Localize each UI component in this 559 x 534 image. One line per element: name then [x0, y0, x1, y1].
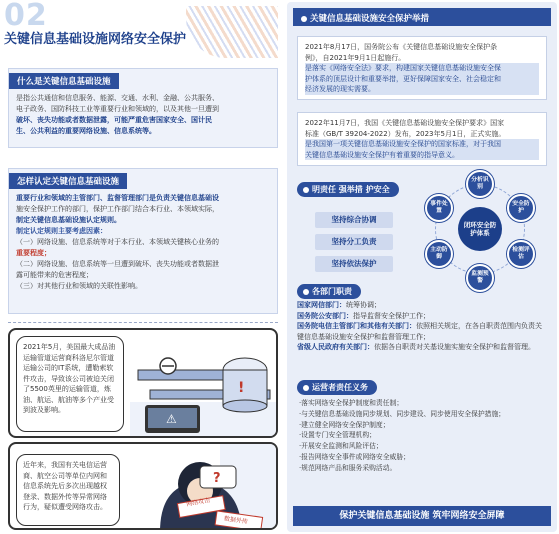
- pill-heading-duties: [297, 284, 361, 299]
- page-title: 关键信息基础设施网络安全保护: [4, 32, 187, 47]
- identification-heading: 怎样认定关键信息基础设施: [9, 173, 127, 189]
- comic-caption-2: 近年来，我国有关电信运营商、航空公司等单位内网和信息系统先后多次出现越权登录、数据外传等异常网络行为，疑似遭受网络攻击。: [16, 454, 120, 526]
- svg-text:!: !: [238, 380, 245, 396]
- divider: [8, 322, 278, 323]
- sign-data-leak: 数据外传: [223, 515, 249, 526]
- section-number: 02: [4, 0, 48, 33]
- svg-text:⚠: ⚠: [166, 412, 177, 426]
- pill-heading-obligations: [297, 380, 377, 395]
- identification-line: （三）对其他行业和领域的关联性影响。: [16, 282, 142, 290]
- obligation-item: ·开展安全监测和风险评估；: [299, 442, 383, 451]
- duty-what: 统筹协调；: [346, 301, 381, 309]
- obligation-item: ·与关键信息基础设施同步规划、同步建设、同步使用安全保护措施；: [299, 409, 506, 418]
- pill-heading-text: 运营者责任义务: [312, 383, 368, 392]
- regulation-line: 例》，自2021年9月1日起施行。: [305, 53, 406, 62]
- protection-hub: 闭环安全防护体系: [458, 207, 502, 251]
- cycle-node-analysis: 分析识别: [466, 170, 494, 198]
- regulation-line: 2021年8月17日，国务院公布《关键信息基础设施安全保护条: [305, 43, 498, 51]
- identification-body: [9, 189, 277, 296]
- definition-line: 电子政务、国防科技工业等重要行业和领域的，以及其他一旦遭到: [16, 105, 219, 113]
- identification-line: 重要程度；: [16, 249, 51, 257]
- identification-line: 制定认定规则主要考虑因素：: [16, 227, 107, 235]
- pill-heading-text: 明责任 强举措 护安全: [312, 185, 390, 194]
- standard-line: 2022年11月7日，我国《关键信息基础设施安全保护要求》国家: [305, 119, 505, 127]
- left-column: [4, 2, 280, 532]
- duty-who: 省级人民政府有关部门：: [297, 343, 374, 351]
- comic-panel-pipeline: [8, 328, 278, 438]
- identification-line: （二）网络设施、信息系统等一旦遭到破坏、丧失功能或者数据泄: [16, 260, 219, 268]
- obligation-item: ·落实网络安全保护制度和责任制；: [299, 399, 404, 407]
- bullet-icon: [303, 187, 309, 193]
- definition-line: 是指公共通信和信息服务、能源、交通、水利、金融、公共服务、: [16, 94, 219, 102]
- obligation-item: ·设置专门安全管理机构；: [299, 431, 376, 440]
- bullet-icon: [301, 16, 307, 22]
- measures-heading: [293, 8, 551, 26]
- cycle-node-warning: 监测预警: [466, 264, 494, 292]
- pill-heading-measures: [297, 182, 399, 197]
- identification-line: 露可能带来的危害程度；: [16, 271, 93, 279]
- regulation-card: [297, 36, 547, 100]
- identification-line: 制定关键信息基础设施认定规则。: [16, 216, 121, 224]
- duty-who: 国务院电信主管部门和其他有关部门：: [297, 322, 416, 330]
- comic-panel-attack: [8, 442, 278, 530]
- identification-box: [8, 168, 278, 314]
- regulation-line: 经济发展的现实需要。: [305, 84, 539, 95]
- comic-caption-1: 2021年5月，美国最大成品油运输管道运营商科洛尼尔管道运输公司的IT系统，遭勒索软件攻击，导致该公司被迫关闭了5500英里的运输管道，炼油、航运、航油等多个产业受到波及影响。: [16, 336, 124, 432]
- standard-line: 是我国第一项关键信息基础设施安全保护的国家标准，对于我国: [305, 139, 539, 150]
- obligation-item: ·报告网络安全事件或网络安全威胁；: [299, 452, 410, 461]
- cycle-node-assessment: 检测评估: [507, 240, 535, 268]
- right-column: [287, 2, 557, 532]
- duty-list: [297, 300, 547, 353]
- regulation-line: 护体系的顶层设计和重要举措，更好保障国家安全、社会稳定和: [305, 74, 539, 85]
- duty-who: 国家网信部门：: [297, 301, 346, 309]
- standard-line: 标准（GB/T 39204-2022）发布，2023年5月1日，正式实施。: [305, 129, 506, 138]
- cycle-node-protection: 安全防护: [507, 194, 535, 222]
- measures-heading-text: 关键信息基础设施安全保护举措: [310, 14, 430, 24]
- slogan-division: 坚持分工负责: [315, 234, 393, 250]
- duty-item: [297, 342, 547, 353]
- duty-what: 依照相关规定，在各自职责范围内负责关键信息基础设施安全保护和监督管理工作；: [297, 322, 542, 341]
- bullet-icon: [303, 385, 309, 391]
- definition-line: 破坏、丧失功能或者数据泄露，可能严重危害国家安全、国计民: [16, 116, 212, 124]
- bullet-icon: [303, 289, 309, 295]
- identification-line: 重要行业和领域的主管部门、监督管理部门是负责关键信息基础设: [16, 194, 219, 202]
- slogan-coordination: 坚持综合协调: [315, 212, 393, 228]
- identification-line: 施安全保护工作的部门，保护工作部门结合本行业、本领域实际，: [16, 205, 219, 213]
- duty-item: [297, 300, 547, 311]
- slogan-law: 坚持依法保护: [315, 256, 393, 272]
- pill-heading-text: 各部门职责: [312, 287, 352, 296]
- standard-line: 关键信息基础设施安全保护有着重要的指导意义。: [305, 150, 539, 161]
- duty-who: 国务院公安部门：: [297, 311, 353, 320]
- obligation-item: ·建立健全网络安全保护制度；: [299, 420, 390, 429]
- regulation-line: 是落实《网络安全法》要求，构建国家关键信息基础设施安全保: [305, 63, 539, 74]
- duty-item: [297, 311, 547, 322]
- duty-what: 依据各自职责对关基设施实施安全保护和监督管理。: [374, 343, 535, 351]
- definition-box: [8, 68, 278, 148]
- footer-slogan: 保护关键信息基础设施 筑牢网络安全屏障: [293, 506, 551, 526]
- duty-what: 指导监督安全保护工作；: [353, 311, 430, 320]
- decorative-stripes: [186, 6, 278, 58]
- definition-line: 生、公共利益的重要网络设施、信息系统等。: [16, 127, 156, 135]
- svg-text:?: ?: [213, 471, 221, 486]
- definition-body: [9, 89, 277, 141]
- cycle-node-response: 事件处置: [425, 194, 453, 222]
- obligation-item: ·规范网络产品和服务采购活动。: [299, 463, 397, 472]
- standard-card: [297, 112, 547, 166]
- obligation-list: [299, 398, 547, 474]
- sign-network-attack: 网络攻击: [185, 496, 211, 509]
- definition-heading: 什么是关键信息基础设施: [9, 73, 119, 89]
- cycle-node-defense: 主动防御: [425, 240, 453, 268]
- duty-item: [297, 321, 547, 342]
- identification-line: （一）网络设施、信息系统等对于本行业、本领域关键核心业务的: [16, 238, 219, 246]
